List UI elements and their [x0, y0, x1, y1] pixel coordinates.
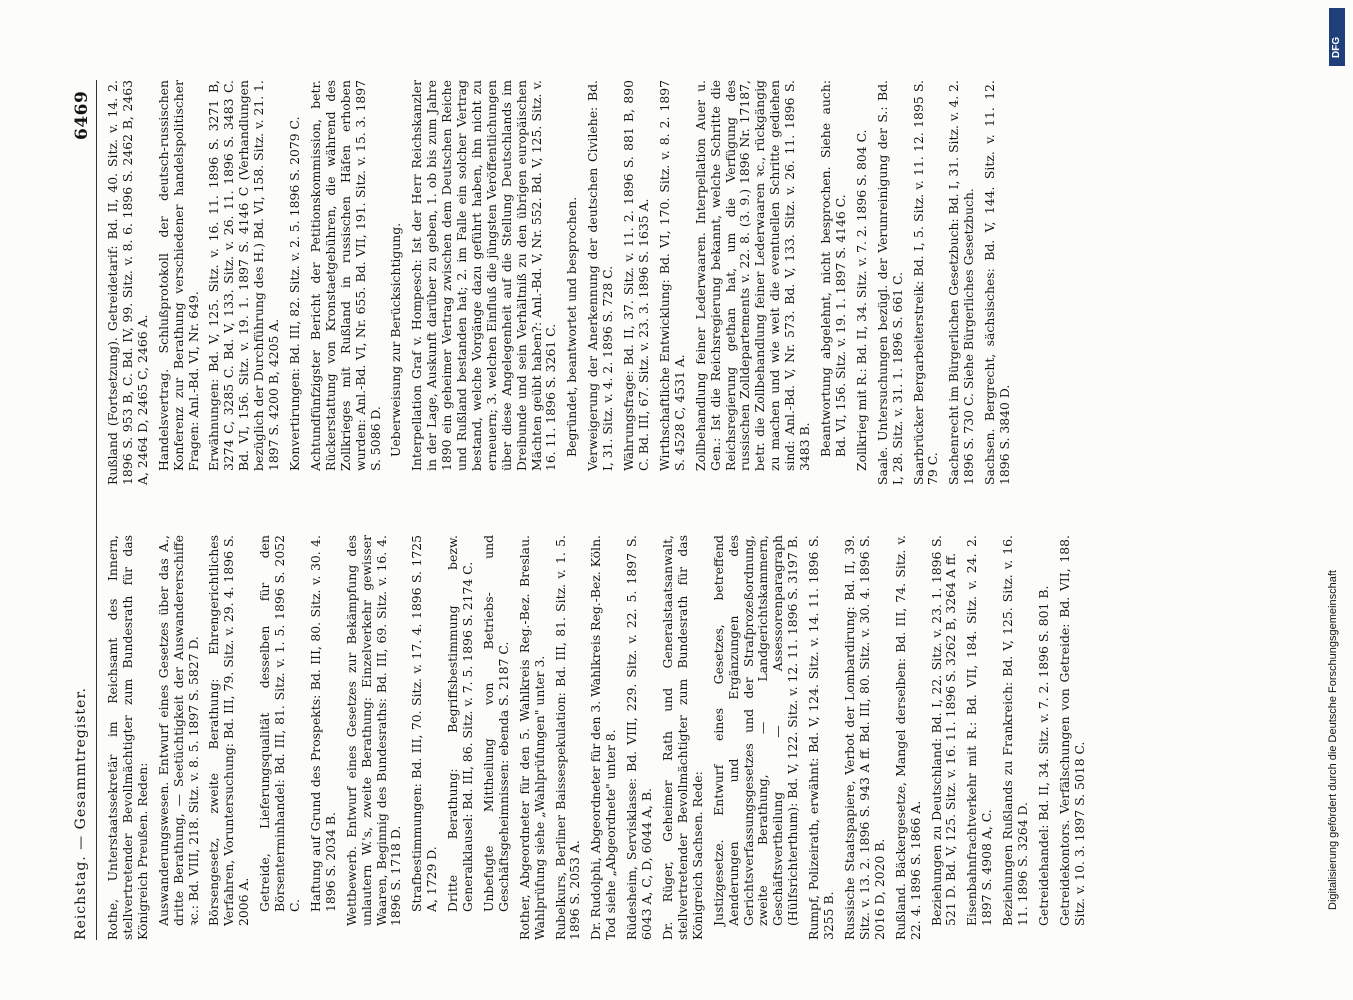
dfg-logo [1329, 8, 1345, 66]
entry: Justizgesetze. Entwurf eines Gesetzes, betreffend Aenderungen und Ergänzungen des Gerichtsverfassungsgesetzes und der Strafprozeßordnung, zweite Berathung, — Landgerichtskammern, Geschäftsvertheilung — Assessorenparagraph (Hülfsrichterthum): Bd. V, 122. Sitz. v. 12. 11. 1896 S. 3197 B. [710, 535, 801, 926]
entry: Ueberweisung zur Berücksichtigung. [388, 222, 404, 457]
credit-text: Digitalisierung gefördert durch die Deutsche Forschungsgemeinschaft [1327, 570, 1339, 910]
entry: Dritte Berathung: Begriffsbestimmung bezw. Generalklausel: Bd. III, 86. Sitz. v. 7. 5. 1896 S. 2174 C. [445, 535, 476, 912]
entry: Auswanderungswesen. Entwurf eines Gesetzes über das A., dritte Berathung, — Seetüchtigkeit der Auswandererschiffe ꝛc.: Bd. VIII, 218. Sitz. v. 8. 5. 1897 S. 5827 D. [155, 535, 201, 926]
entry: Unbefugte Mittheilung von Betriebs- und Geschäftsgeheimnissen: ebenda S. 2187 C. [480, 535, 511, 912]
page-header [70, 80, 97, 940]
entry: Wirthschaftliche Entwicklung: Bd. VI, 170. Sitz. v. 8. 2. 1897 S. 4528 C, 4531 A. [656, 80, 687, 471]
entry: Dr. Rüger, Geheimer Rath und Generalstaatsanwalt, stellvertretender Bevollmächtigter zum Bundesrath für das Königreich Sachsen. Rede: [660, 535, 705, 940]
entry: Verweigerung der Anerkennung der deutschen Civilehe: Bd. I, 31. Sitz. v. 4. 2. 1896 S. 728 C. [585, 80, 616, 471]
entry: Rothe, Unterstaatssekretär im Reichsamt des Innern, stellvertretender Bevollmächtigter zum Bundesrath für das Königreich Preußen. Reden: [105, 535, 150, 940]
entry: Beziehungen zu Deutschland: Bd. I, 22. Sitz. v. 23. 1. 1896 S. 521 D. Bd. V, 125. Sitz. v. 16. 11. 1896 S. 3262 B, 3264 A ff. [928, 535, 959, 926]
entry: Währungsfrage: Bd. II, 37. Sitz. v. 11. 2. 1896 S. 881 B, 890 C. Bd. III, 67. Sitz. v. 23. 3. 1896 S. 1635 A. [621, 80, 651, 471]
entry: Rother, Abgeordneter für den 5. Wahlkreis Reg.-Bez. Breslau. Wahlprüfung siehe „Wahlprüfungen" unter 3. [516, 535, 547, 940]
entry: Wettbewerb. Entwurf eines Gesetzes zur Bekämpfung des unlautern W.'s, zweite Berathung: Einzelverkehr gewisser Waaren, Beginnig des Bundesraths: Bd. III, 69. Sitz. v. 16. 4. 1896 S. 1718 D. [343, 535, 404, 926]
entry: Interpellation Graf v. Hompesch: Ist der Herr Reichskanzler in der Lage, Auskunft darüber zu geben, 1. ob bis zum Jahre 1890 ein geheimer Vertrag zwischen dem Deutschen Reiche und Rußland bestanden hat; 2. im Falle ein solcher Vertrag bestand, welche Vorgänge dazu geführt haben, ihn nicht zu erneuern; 3. welchen Einfluß die jüngsten Veröffentlichungen über diese Angelegenheit auf die Stellung Deutschlands im Dreibunde und sein Verhältniß zu den übrigen europäischen Mächten geübt haben?: Anl.-Bd. V, Nr. 552. Bd. V, 125. Sitz. v. 16. 11. 1896 S. 3261 C. [409, 80, 559, 471]
entry: Sachenrecht im Bürgerlichen Gesetzbuch: Bd. I, 31. Sitz. v. 4. 2. 1896 S. 730 C. Siehe Bürgerliches Gesetzbuch. [946, 80, 977, 485]
entry: Börsengesetz, zweite Berathung: Ehrengerichtliches Verfahren, Voruntersuchung: Bd. III, 79. Sitz. v. 29. 4. 1896 S. 2006 A. [206, 535, 252, 926]
entry: Dr. Rudolphi, Abgeordneter für den 3. Wahlkreis Reg.-Bez. Köln. Tod siehe „Abgeordnete" unter 8. [588, 535, 619, 940]
entry: Zollbehandlung feiner Lederwaaren. Interpellation Auer u. Gen.: Ist die Reichsregierung bekannt, welche Schritte die Reichsregierung gethan hat, um die Verfügung des russischen Zolldepartements v. 22. 8. (3. 9.) 1896 Nr. 17187, betr. die Zollbehandlung feiner Lederwaaren ꝛc., rückgängig zu machen und wie weit die eventuellen Schritte gediehen sind: Anl.-Bd. V, Nr. 573. Bd. V, 133. Sitz. v. 26. 11. 1896 S. 3483 B. [692, 80, 813, 471]
entry: Saarbrücker Bergarbeiterstreik: Bd. I, 5. Sitz. v. 11. 12. 1895 S. 79 C. [910, 80, 941, 485]
entry: Erwähnungen: Bd. V, 125. Sitz. v. 16. 11. 1896 S. 3271 B, 3274 C, 3285 C. Bd. V, 133. Sitz. v. 26. 11. 1896 S. 3483 C. Bd. VI, 156. Sitz. v. 19. 1. 1897 S. 4146 C (Verhandlungen bezüglich der Durchführung des H.) Bd. VI, 158. Sitz. v. 21. 1. 1897 S. 4200 B, 4205 A. [206, 80, 282, 471]
right-column [106, 80, 1019, 485]
entry: Rüdesheim, Servisklasse: Bd. VIII, 229. Sitz. v. 22. 5. 1897 S. 6043 A, C, D, 6044 A, B. [624, 535, 655, 940]
dfg-logo-text: DFG [1331, 36, 1342, 58]
entry: Haftung auf Grund des Prospekts: Bd. III, 80. Sitz. v. 30. 4. 1896 S. 2034 B. [307, 535, 338, 912]
digitization-credit [1327, 70, 1345, 910]
entry: Strafbestimmungen: Bd. III, 70. Sitz. v. 17. 4. 1896 S. 1725 A, 1729 D. [409, 535, 440, 912]
entry: Eisenbahnfrachtverkehr mit R.: Bd. VII, 184. Sitz. v. 24. 2. 1897 S. 4908 A, C. [964, 535, 995, 926]
entry: Beziehungen Rußlands zu Frankreich: Bd. V, 125. Sitz. v. 16. 11. 1896 S. 3264 D. [1000, 535, 1031, 926]
entry: Getreidekontors. Verfälschungen von Getreide: Bd. VII, 188. Sitz. v. 10. 3. 1897 S. 5018 C. [1056, 535, 1087, 926]
entry: Beantwortung abgelehnt, nicht besprochen. Siehe auch: Bd. VI, 156. Sitz. v. 19. 1. 1897 S. 4146 C. [817, 80, 848, 457]
entry: Rumpf, Polizeirath, erwähnt: Bd. V, 124. Sitz. v. 14. 11. 1896 S. 3255 B. [806, 535, 837, 940]
left-column [106, 535, 1094, 940]
entry: Begründet, beantwortet und besprochen. [564, 196, 580, 457]
entry: Rußland (Fortsetzung). Getreidetarif: Bd. II, 40. Sitz. v. 14. 2. 1896 S. 953 B, C. Bd. IV, 99. Sitz. v. 8. 6. 1896 S. 2462 B, 2463 A, 2464 D, 2465 C, 2466 A. [105, 80, 150, 485]
header-title: Reichstag. — Gesammtregister. [73, 687, 89, 940]
entry: Rubelkurs, Berliner Baissespekulation: Bd. III, 81. Sitz. v. 1. 5. 1896 S. 2053 A. [552, 535, 583, 940]
entry: Russische Staatspapiere, Verbot der Lombardirung: Bd. II, 39. Sitz. v. 13. 2. 1896 S. 943 A ff. Bd. III, 80. Sitz. v. 30. 4. 1896 S. 2016 D, 2020 B. [841, 535, 887, 940]
rotated-register-page [70, 80, 1305, 940]
entry: Zollkrieg mit R.: Bd. II, 34. Sitz. v. 7. 2. 1896 S. 804 C. [853, 129, 869, 471]
entry: Handelsvertrag. Schlußprotokoll der deutsch-russischen Konferenz zur Berathung verschiedener handelspolitischer Fragen: Anl.-Bd. VI, Nr. 649. [155, 80, 201, 471]
entry: Konvertirungen: Bd. III, 82. Sitz. v. 2. 5. 1896 S. 2079 C. [286, 116, 302, 471]
entry: Rußland. Bäckergesetze, Mangel derselben: Bd. III, 74. Sitz. v. 22. 4. 1896 S. 1866 A. [892, 535, 923, 940]
page-number: 6469 [72, 90, 92, 140]
entry: Achtundfünfzigster Bericht der Petitionskommission, betr. Rückerstattung von Kronstaetgebühren, die während des Zollkrieges mit Rußland in russischen Häfen erhoben wurden: Anl.-Bd. VI, Nr. 655. Bd. VII, 191. Sitz. v. 15. 3. 1897 S. 5086 D. [307, 80, 383, 471]
entry: Getreidehandel: Bd. II, 34. Sitz. v. 7. 2. 1896 S. 801 B. [1035, 585, 1051, 926]
entry: Sachsen. Bergrecht, sächsisches: Bd. V, 144. Sitz. v. 11. 12. 1896 S. 3840 D. [982, 80, 1013, 485]
entry: Getreide, Lieferungsqualität desselben für den Börsenterminhandel: Bd. III, 81. Sitz. v. 1. 5. 1896 S. 2052 C. [257, 535, 302, 912]
entry: Saale. Untersuchungen bezügl. der Verunreinigung der S.: Bd. I, 28. Sitz. v. 31. 1. 1896 S. 661 C. [874, 80, 905, 485]
